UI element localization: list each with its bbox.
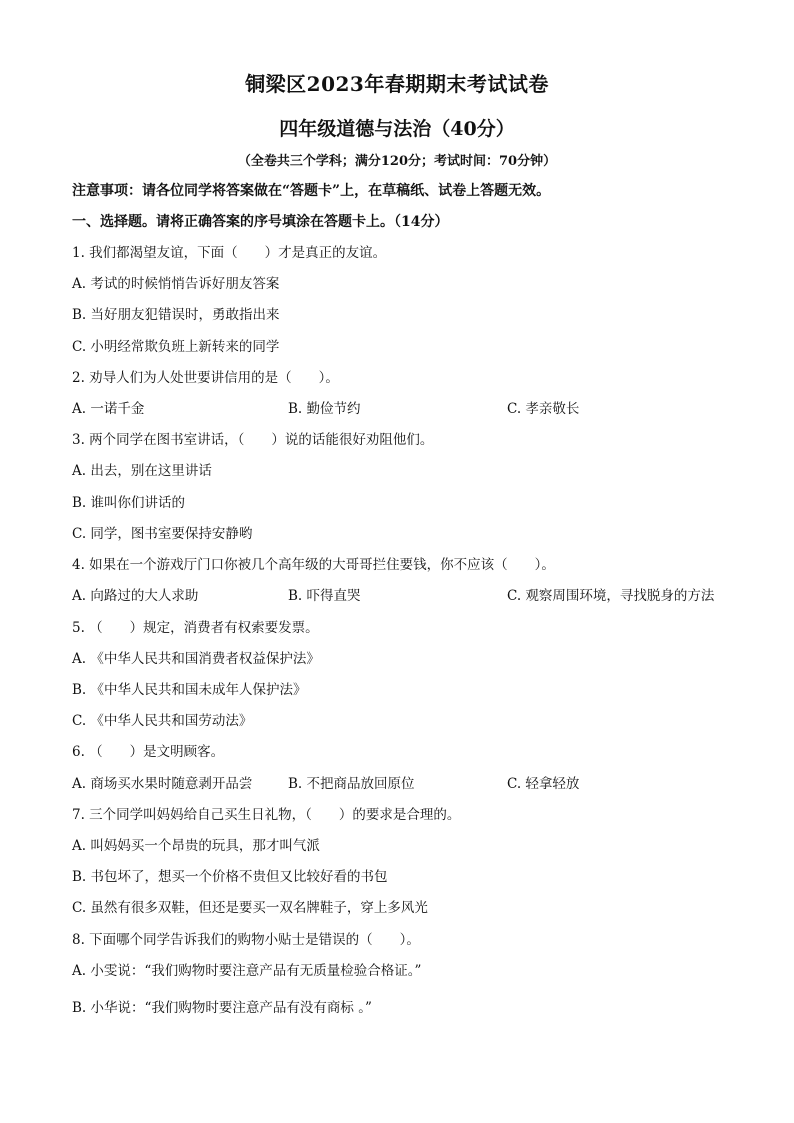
question-stem: 1. 我们都渴望友谊，下面（ ）才是真正的友谊。 <box>72 245 387 261</box>
option: B. 勤俭节约 <box>288 401 361 417</box>
option: B. 书包坏了，想买一个价格不贵但又比较好看的书包 <box>72 869 388 885</box>
option: A. 一诺千金 <box>72 401 145 417</box>
notice: 注意事项：请各位同学将答案做在“答题卡”上，在草稿纸、试卷上答题无效。 <box>72 183 551 199</box>
question-stem: 4. 如果在一个游戏厅门口你被几个高年级的大哥哥拦住要钱，你不应该（ ）。 <box>72 557 555 573</box>
question-stem: 3. 两个同学在图书室讲话，（ ）说的话能很好劝阻他们。 <box>72 432 434 448</box>
question-stem: 5. （ ）规定，消费者有权索要发票。 <box>72 620 319 636</box>
option: B. 不把商品放回原位 <box>288 776 415 792</box>
option: A. 考试的时候悄悄告诉好朋友答案 <box>72 276 280 292</box>
exam-subject: 四年级道德与法治（40分） <box>279 118 515 140</box>
option: C. 同学，图书室要保持安静哟 <box>72 526 253 542</box>
option-row <box>72 775 732 793</box>
option: A. 小雯说：“我们购物时要注意产品有无质量检验合格证。” <box>72 963 422 979</box>
exam-info: （全卷共三个学科；满分120分；考试时间：70分钟） <box>237 154 557 169</box>
option: B. 吓得直哭 <box>288 588 361 604</box>
section-heading: 一、选择题。请将正确答案的序号填涂在答题卡上。（14分） <box>72 214 449 230</box>
option: A. 叫妈妈买一个昂贵的玩具，那才叫气派 <box>72 838 320 854</box>
question-stem: 7. 三个同学叫妈妈给自己买生日礼物，（ ）的要求是合理的。 <box>72 807 461 823</box>
option: A. 《中华人民共和国消费者权益保护法》 <box>72 651 320 667</box>
question-stem: 6. （ ）是文明顾客。 <box>72 744 225 760</box>
option: B. 《中华人民共和国未成年人保护法》 <box>72 682 307 698</box>
option: C. 《中华人民共和国劳动法》 <box>72 713 253 729</box>
option-row <box>72 587 732 605</box>
option: C. 观察周围环境，寻找脱身的方法 <box>507 588 715 604</box>
option-row <box>72 400 732 418</box>
option: A. 出去，别在这里讲话 <box>72 463 212 479</box>
option: C. 虽然有很多双鞋，但还是要买一双名牌鞋子，穿上多风光 <box>72 900 428 916</box>
exam-title: 铜梁区2023年春期期末考试试卷 <box>245 72 549 96</box>
option: A. 向路过的大人求助 <box>72 588 199 604</box>
option: C. 小明经常欺负班上新转来的同学 <box>72 339 280 355</box>
question-stem: 8. 下面哪个同学告诉我们的购物小贴士是错误的（ ）。 <box>72 932 420 948</box>
option: B. 小华说：“我们购物时要注意产品有没有商标 。” <box>72 1000 372 1016</box>
question-stem: 2. 劝导人们为人处世要讲信用的是（ ）。 <box>72 370 339 386</box>
option: C. 轻拿轻放 <box>507 776 580 792</box>
option: B. 谁叫你们讲话的 <box>72 495 186 511</box>
option: B. 当好朋友犯错误时，勇敢指出来 <box>72 307 280 323</box>
option: A. 商场买水果时随意剥开品尝 <box>72 776 253 792</box>
option: C. 孝亲敬长 <box>507 401 580 417</box>
